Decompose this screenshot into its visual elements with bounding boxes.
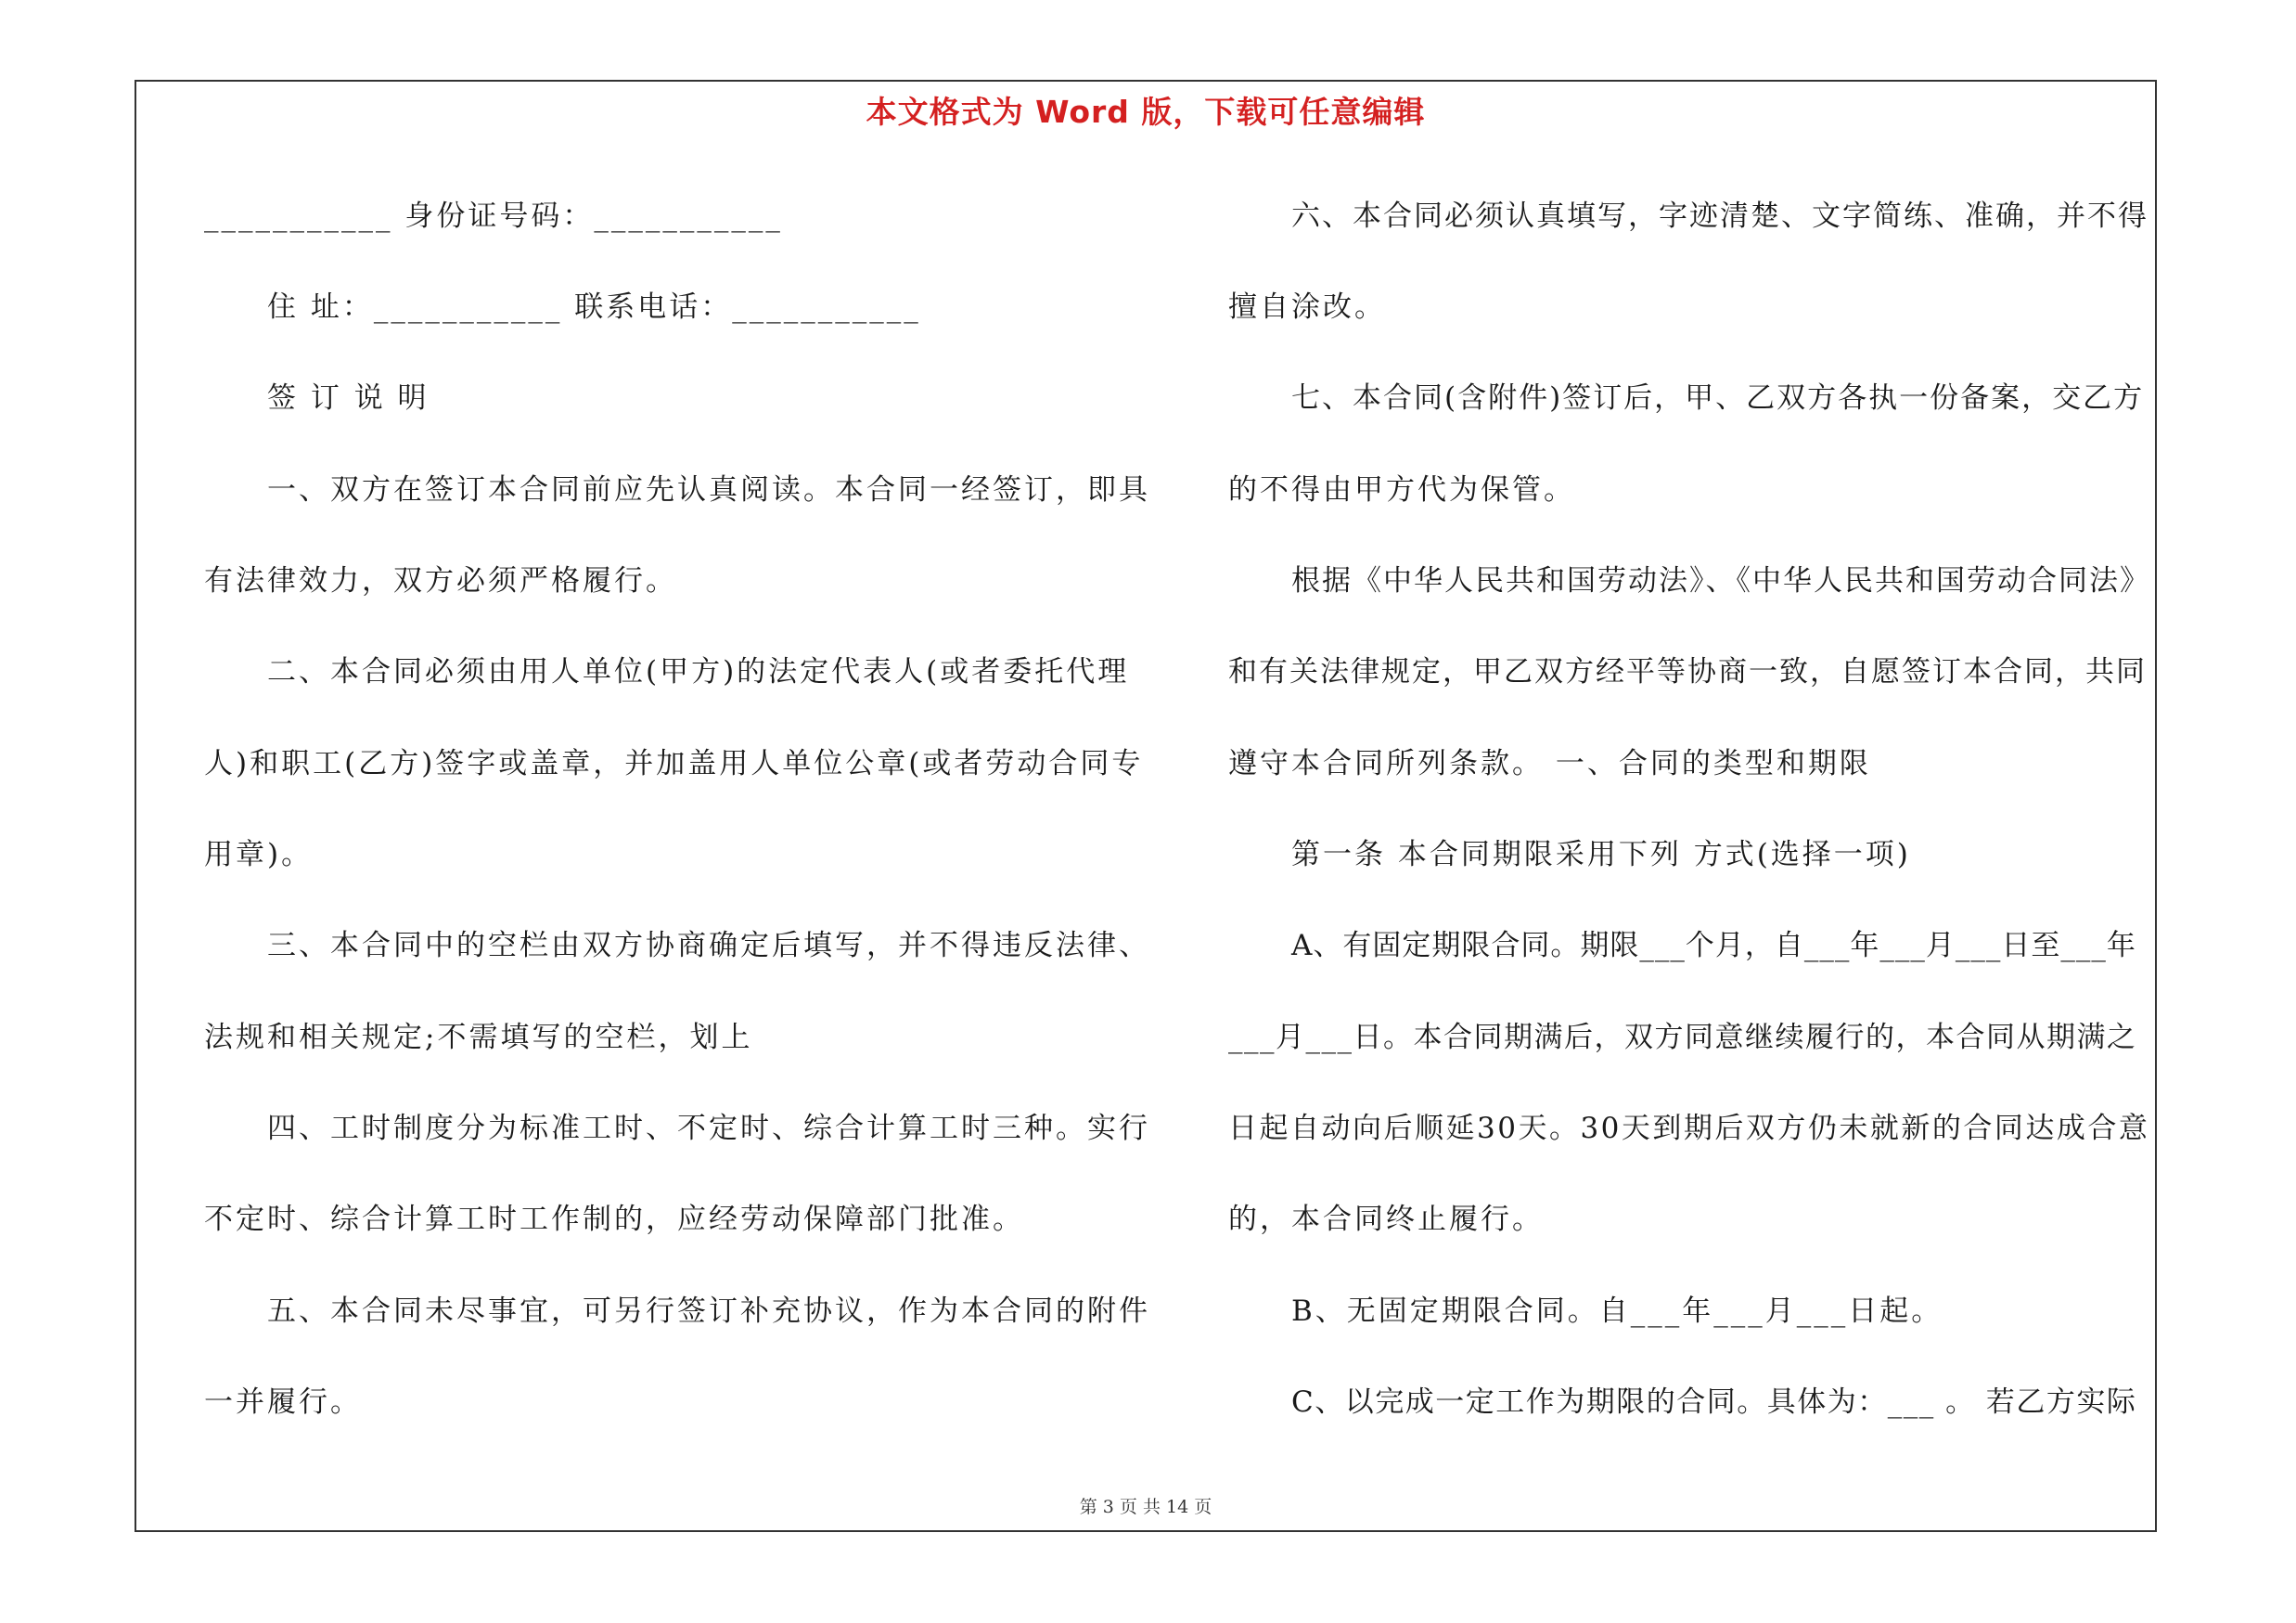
text-line: 和有关法律规定，甲乙双方经平等协商一致，自愿签订本合同，共同 — [1228, 655, 2147, 689]
text-line: 的，本合同终止履行。 — [1228, 1203, 1544, 1236]
text-line: 遵守本合同所列条款。 一、合同的类型和期限 — [1228, 747, 1871, 780]
text-line: 二、本合同必须由用人单位(甲方)的法定代表人(或者委托代理 — [267, 655, 1130, 689]
text-line: 五、本合同未尽事宜，可另行签订补充协议，作为本合同的附件 — [267, 1295, 1150, 1328]
text-line: 日起自动向后顺延30天。30天到期后双方仍未就新的合同达成合意 — [1228, 1112, 2150, 1145]
text-line: 有法律效力，双方必须严格履行。 — [204, 564, 677, 598]
text-line: C、以完成一定工作为期限的合同。具体为：___ 。 若乙方实际 — [1291, 1385, 2137, 1419]
format-banner: 本文格式为 Word 版，下载可任意编辑 — [866, 94, 1426, 130]
text-line: ___月___日。本合同期满后，双方同意继续履行的，本合同从期满之 — [1228, 1021, 2137, 1054]
text-line: 人)和职工(乙方)签字或盖章，并加盖用人单位公章(或者劳动合同专 — [204, 747, 1144, 780]
section-heading: 签 订 说 明 — [267, 381, 430, 415]
text-line: 七、本合同(含附件)签订后，甲、乙双方各执一份备案，交乙方 — [1291, 381, 2145, 415]
text-line: 三、本合同中的空栏由双方协商确定后填写，并不得违反法律、 — [267, 929, 1150, 962]
text-line: 用章)。 — [204, 838, 314, 871]
text-line: 法规和相关规定;不需填写的空栏，划上 — [204, 1021, 753, 1054]
text-line: 的不得由甲方代为保管。 — [1228, 473, 1575, 507]
text-line: 不定时、综合计算工时工作制的，应经劳动保障部门批准。 — [204, 1203, 1024, 1236]
text-line: A、有固定期限合同。期限___个月，自___年___月___日至___年 — [1291, 929, 2136, 962]
text-line: 六、本合同必须认真填写，字迹清楚、文字简练、准确，并不得 — [1291, 200, 2148, 233]
text-line: 一、双方在签订本合同前应先认真阅读。本合同一经签订，即具 — [267, 473, 1150, 507]
text-line: 四、工时制度分为标准工时、不定时、综合计算工时三种。实行 — [267, 1112, 1150, 1145]
page-number-footer: 第 3 页 共 14 页 — [1079, 1497, 1212, 1517]
text-line: 擅自涂改。 — [1228, 290, 1386, 324]
text-line: 第一条 本合同期限采用下列 方式(选择一项) — [1291, 838, 1911, 871]
text-line: B、无固定期限合同。自___年___月___日起。 — [1291, 1295, 1943, 1328]
text-line: 住 址：___________ 联系电话：___________ — [267, 290, 921, 324]
text-line: ___________ 身份证号码：___________ — [204, 200, 783, 233]
text-line: 一并履行。 — [204, 1385, 362, 1419]
text-line: 根据《中华人民共和国劳动法》、《中华人民共和国劳动合同法》 — [1291, 564, 2150, 598]
